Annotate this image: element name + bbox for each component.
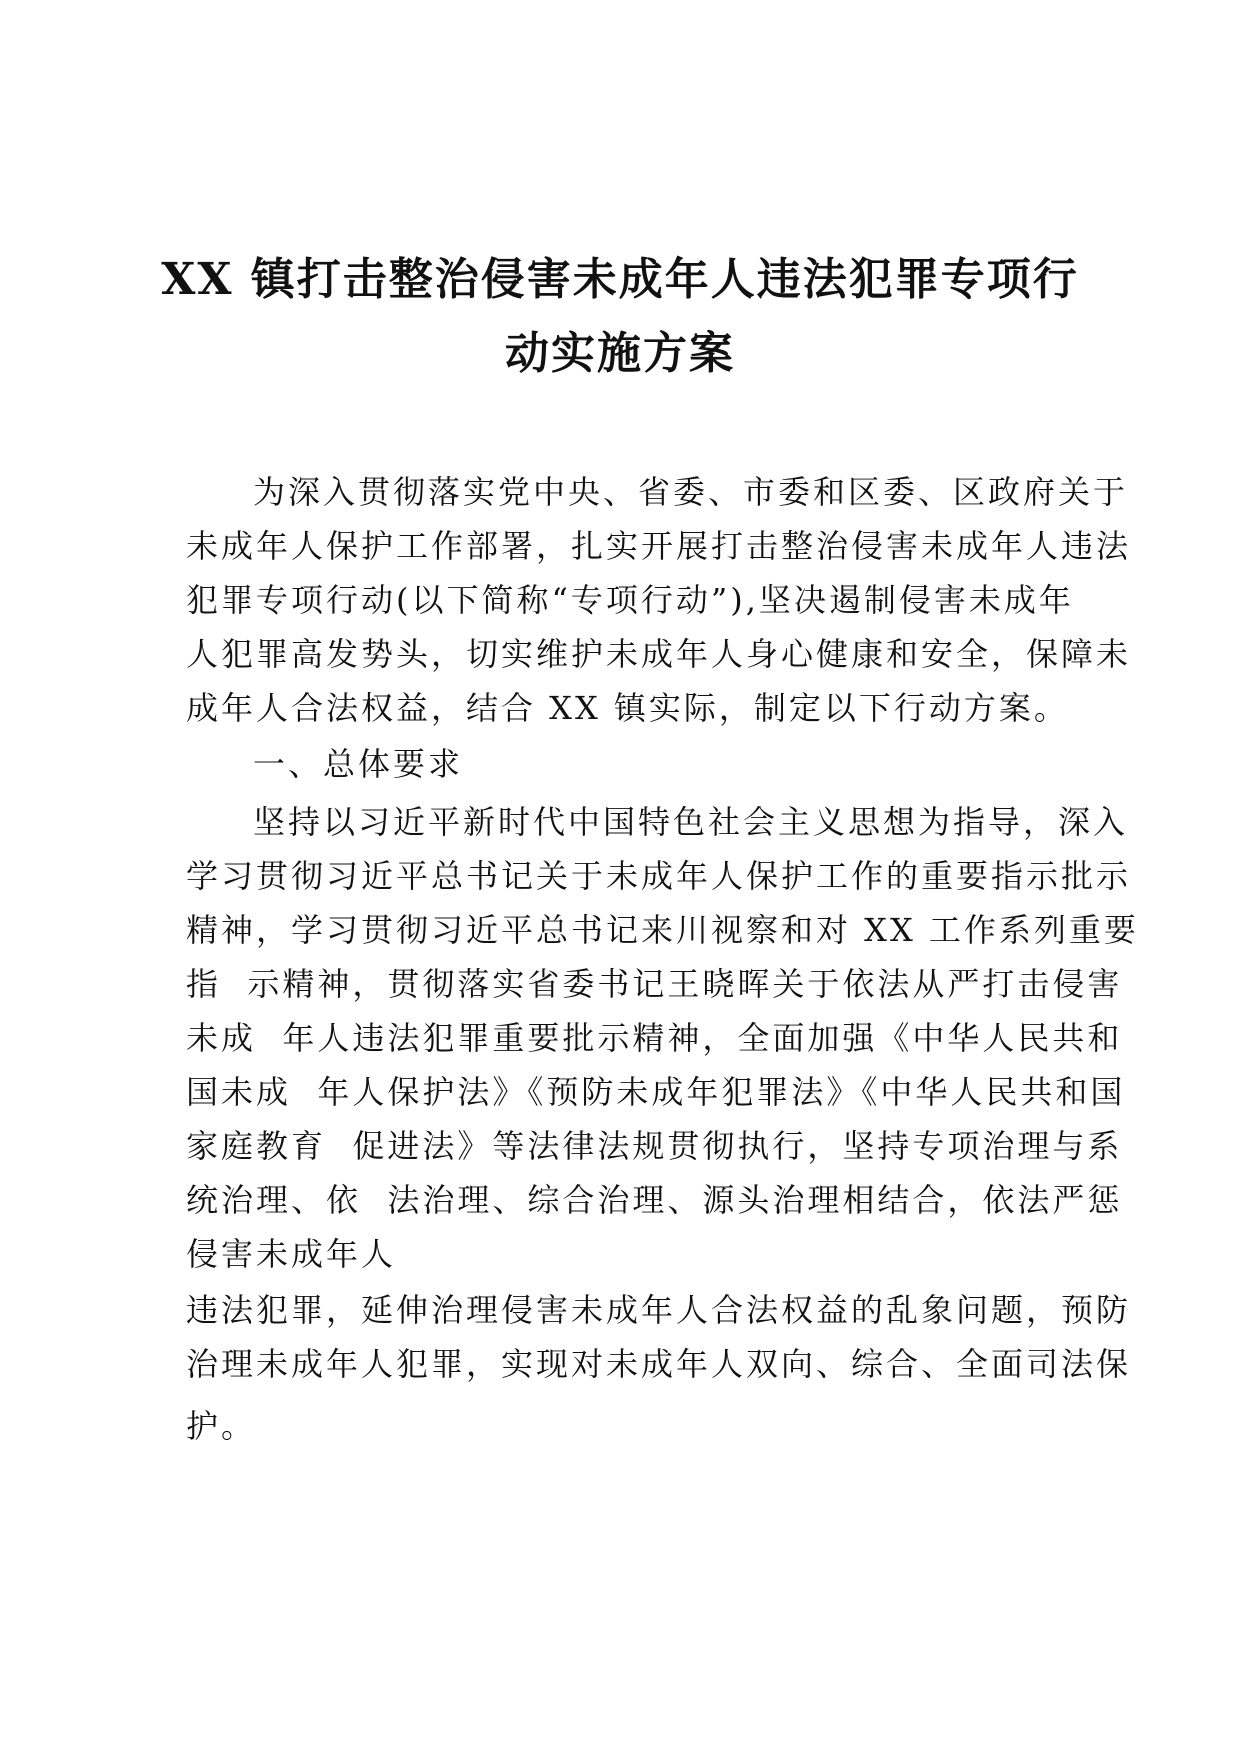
body-line: 成年人合法权益，结合 XX 镇实际，制定以下行动方案。 [186,689,1069,727]
body-line: 侵害未成年人 [186,1235,397,1273]
document-title-line-1: XX 镇打击整治侵害未成年人违法犯罪专项行 [161,254,1079,305]
body-line: 治理未成年人犯罪，实现对未成年人双向、综合、全面司法保 [186,1345,1132,1383]
body-line: 指 示精神，贯彻落实省委书记王晓晖关于依法从严打击侵害 [186,965,1123,1003]
body-line: 家庭教育 促进法》等法律法规贯彻执行，坚持专项治理与系 [186,1127,1123,1165]
body-line: 违法犯罪，延伸治理侵害未成年人合法权益的乱象问题，预防 [186,1291,1132,1329]
section-heading: 一、总体要求 [253,745,464,783]
body-line: 国未成 年人保护法》《预防未成年犯罪法》《中华人民共和国 [186,1073,1126,1111]
body-line: 护。 [186,1407,257,1445]
body-line: 犯罪专项行动(以下简称“专项行动”),坚决遏制侵害未成年 [186,581,1074,619]
body-line: 为深入贯彻落实党中央、省委、市委和区委、区政府关于 [253,473,1129,511]
body-line: 未成年人保护工作部署，扎实开展打击整治侵害未成年人违法 [186,527,1132,565]
body-line: 学习贯彻习近平总书记关于未成年人保护工作的重要指示批示 [186,857,1132,895]
body-line: 统治理、依 法治理、综合治理、源头治理相结合，依法严惩 [186,1181,1123,1219]
body-line: 坚持以习近平新时代中国特色社会主义思想为指导，深入 [253,803,1129,841]
body-line: 精神，学习贯彻习近平总书记来川视察和对 XX 工作系列重要 [186,911,1139,949]
document-title-line-2: 动实施方案 [505,328,735,379]
body-line: 未成 年人违法犯罪重要批示精神，全面加强《中华人民共和 [186,1019,1123,1057]
body-line: 人犯罪高发势头，切实维护未成年人身心健康和安全，保障未 [186,635,1132,673]
